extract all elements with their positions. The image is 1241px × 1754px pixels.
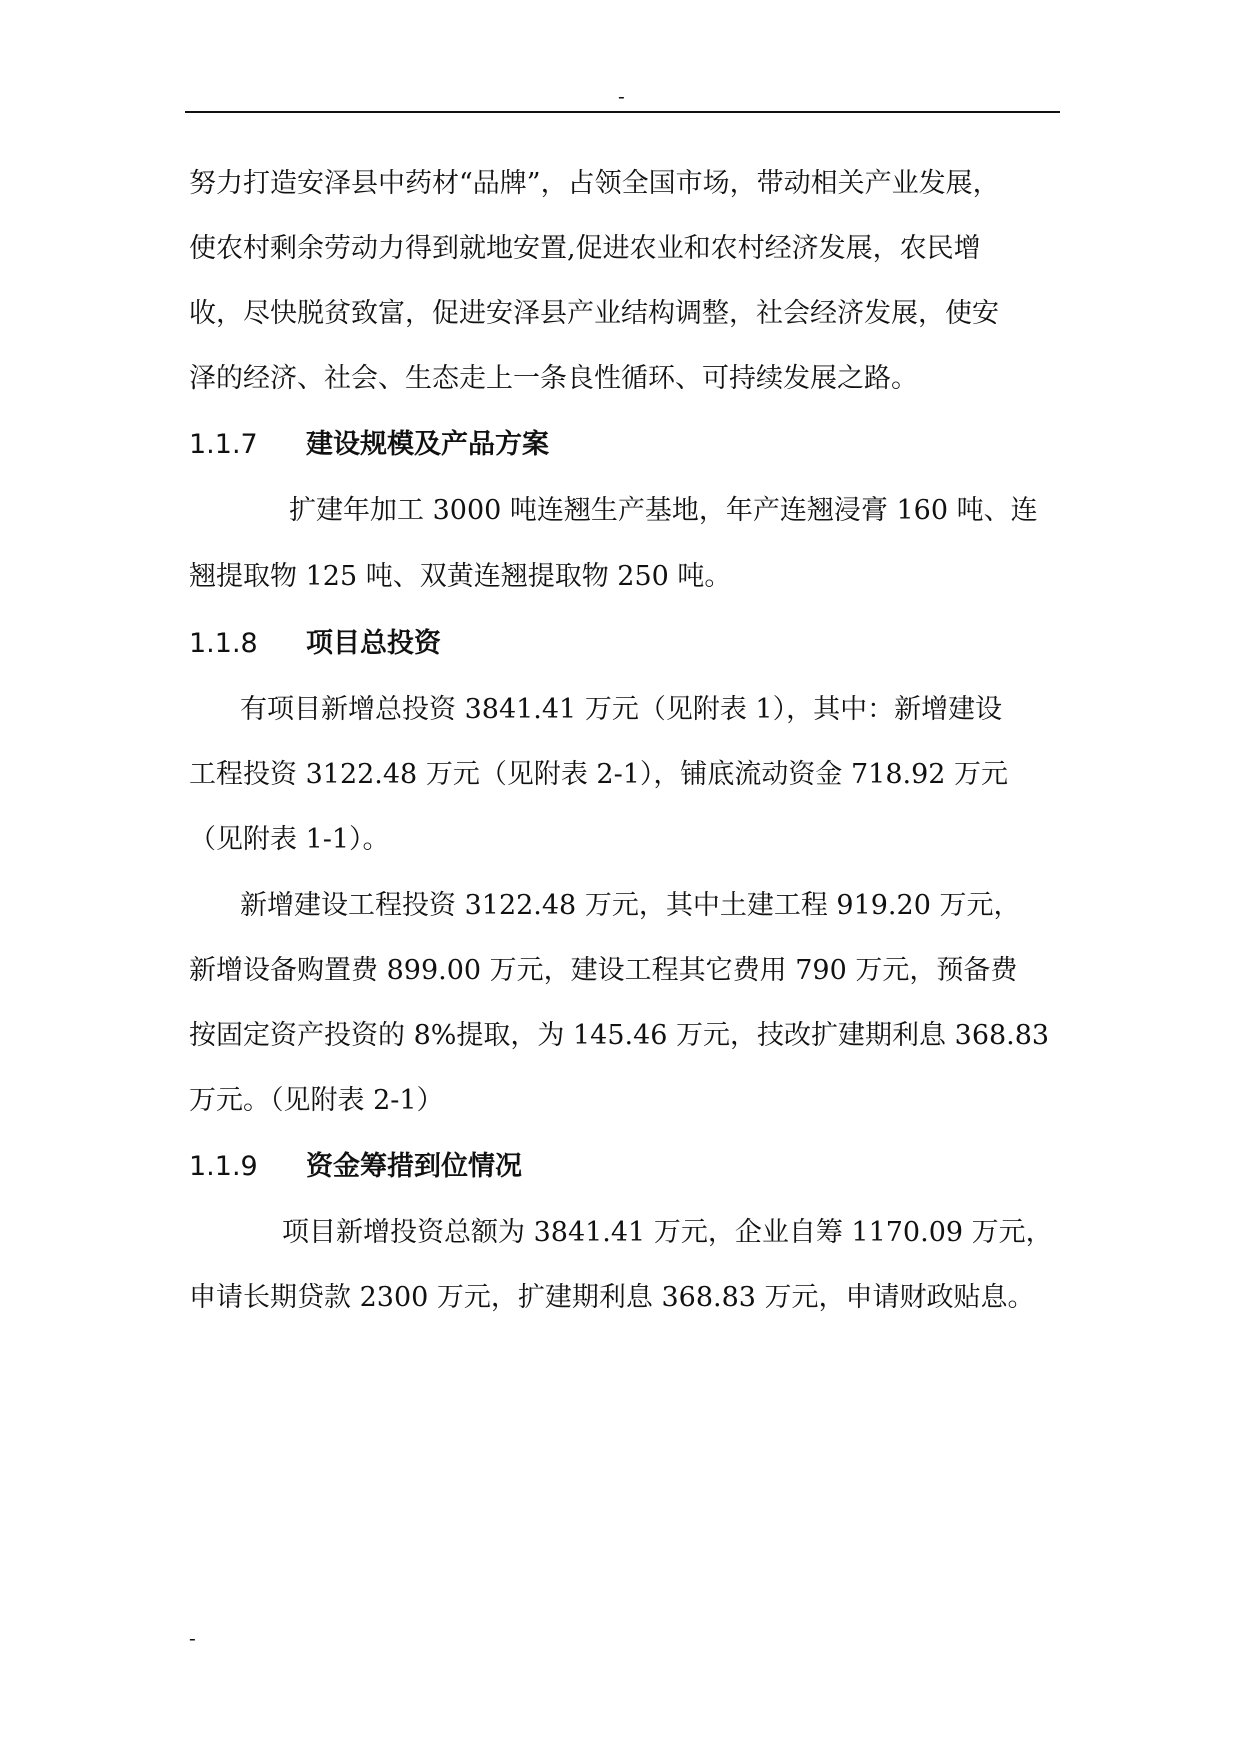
paragraph-line: 申请长期贷款 2300 万元，扩建期利息 368.83 万元，申请财政贴息。 — [189, 1282, 1035, 1313]
section-number: 1.1.8 — [189, 628, 258, 659]
section-heading — [189, 427, 549, 463]
footer-mark: - — [189, 1626, 196, 1650]
paragraph-line: 工程投资 3122.48 万元（见附表 2-1），铺底流动资金 718.92 万元 — [189, 759, 1009, 790]
paragraph-line: 泽的经济、社会、生态走上一条良性循环、可持续发展之路。 — [189, 363, 918, 394]
paragraph-line: 努力打造安泽县中药材“品牌”，占领全国市场，带动相关产业发展， — [189, 168, 1000, 199]
header-rule — [185, 111, 1060, 113]
paragraph-line: （见附表 1-1）。 — [189, 824, 390, 855]
section-heading — [189, 1149, 522, 1185]
paragraph-line: 万元。（见附表 2-1） — [189, 1085, 444, 1116]
paragraph-line: 项目新增投资总额为 3841.41 万元，企业自筹 1170.09 万元， — [282, 1217, 1053, 1248]
paragraph-line: 使农村剩余劳动力得到就地安置,促进农业和农村经济发展，农民增 — [189, 233, 981, 264]
paragraph-line: 翘提取物 125 吨、双黄连翘提取物 250 吨。 — [189, 561, 732, 592]
paragraph-line: 收，尽快脱贫致富，促进安泽县产业结构调整，社会经济发展，使安 — [189, 298, 999, 329]
paragraph-line: 有项目新增总投资 3841.41 万元（见附表 1），其中：新增建设 — [240, 694, 1003, 725]
paragraph-line: 扩建年加工 3000 吨连翘生产基地，年产连翘浸膏 160 吨、连 — [289, 495, 1038, 526]
section-number: 1.1.9 — [189, 1151, 258, 1182]
paragraph-line: 新增设备购置费 899.00 万元，建设工程其它费用 790 万元，预备费 — [189, 955, 1018, 986]
section-heading — [189, 626, 441, 662]
header-mark: - — [618, 84, 625, 108]
section-title: 建设规模及产品方案 — [306, 429, 549, 460]
section-title: 项目总投资 — [306, 628, 441, 659]
paragraph-line: 按固定资产投资的 8%提取，为 145.46 万元，技改扩建期利息 368.83 — [189, 1020, 1050, 1051]
section-title: 资金筹措到位情况 — [306, 1151, 522, 1182]
paragraph-line: 新增建设工程投资 3122.48 万元，其中土建工程 919.20 万元， — [240, 890, 1021, 921]
section-number: 1.1.7 — [189, 429, 258, 460]
